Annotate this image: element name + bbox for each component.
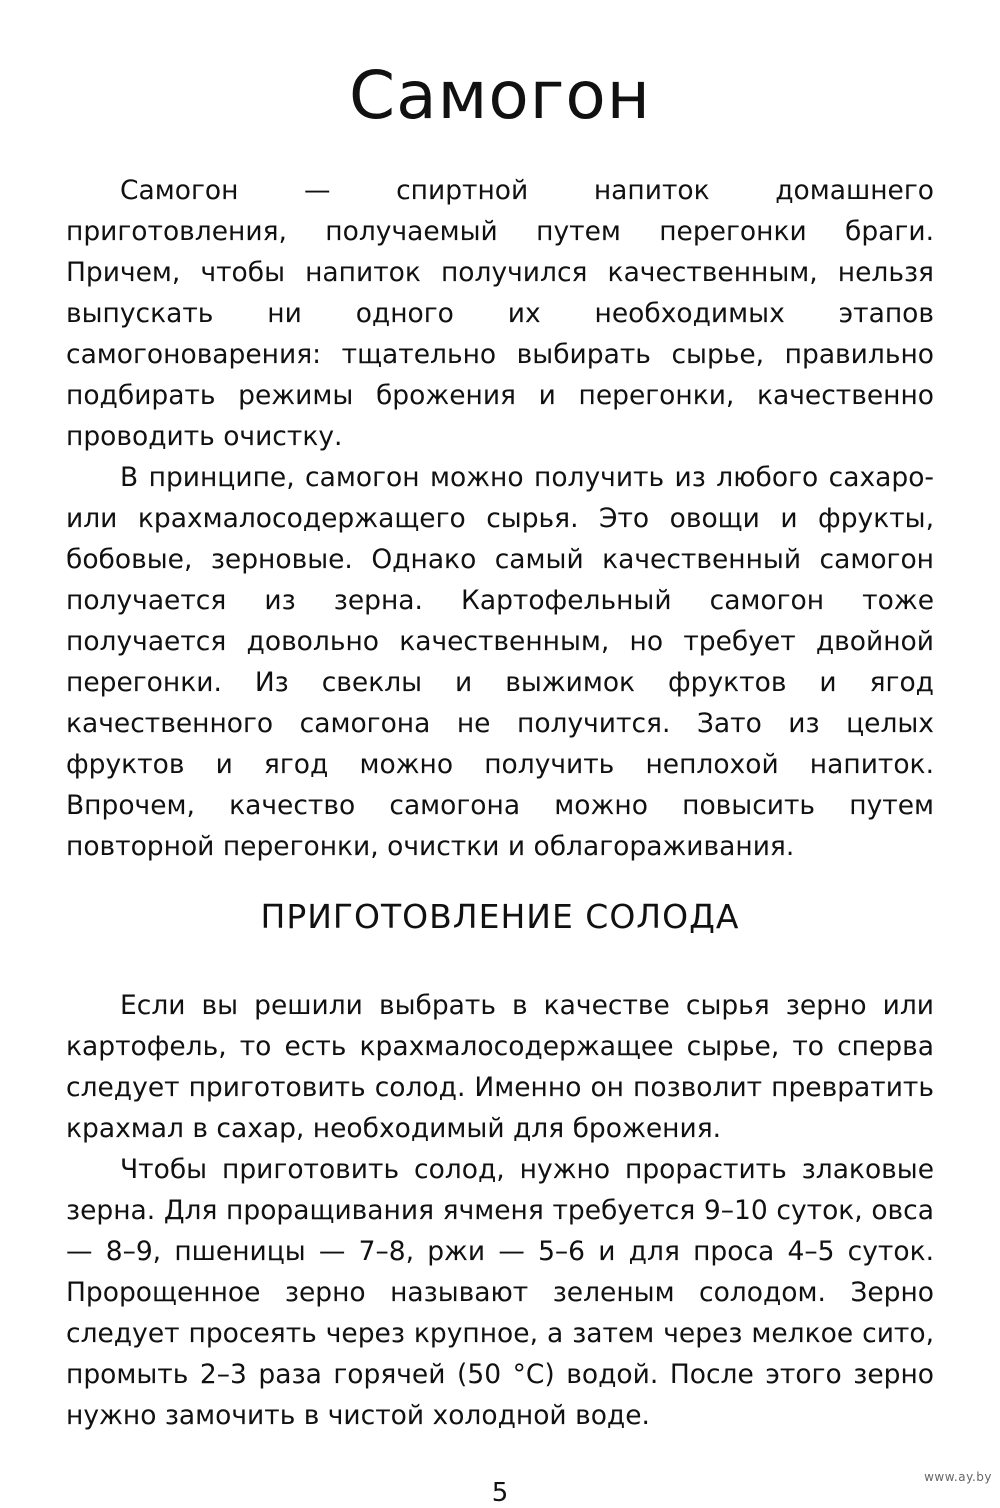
paragraph: Если вы решили выбрать в качестве сырья зерно или картофель, то есть крахмалосодержащее сырье, то сперва следует приготовить солод. Именно он позволит превратить крахмал в сахар, необходимый для брожения. <box>66 990 934 1144</box>
paragraph: В принципе, самогон можно получить из любого сахаро- или крахмалосодержащего сырья. Это овощи и фрукты, бобовые, зерновые. Однако самый качественный самогон получается из зерна. Картофельный самогон тоже получается довольно качественным, но требует двойной перегонки. Из свеклы и выжимок фруктов и ягод качественного самогона не получится. Зато из целых фруктов и ягод можно получить неплохой напиток. Впрочем, качество самогона можно повысить путем повторной перегонки, очистки и облагораживания. <box>66 462 934 862</box>
section-heading: ПРИГОТОВЛЕНИЕ СОЛОДА <box>260 897 740 936</box>
page-number: 5 <box>491 1478 509 1508</box>
watermark: www.ay.by <box>924 1470 992 1484</box>
section-text <box>66 985 934 1436</box>
page-title: Самогон <box>349 57 651 134</box>
book-page <box>66 0 934 1508</box>
intro-text <box>66 170 934 867</box>
paragraph: Самогон — спиртной напиток домашнего приготовления, получаемый путем перегонки браги. Причем, чтобы напиток получился качественным, нельзя выпускать ни одного их необходимых этапов самогоноварения: тщательно выбирать сырье, правильно подбирать режимы брожения и перегонки, качественно проводить очистку. <box>66 175 934 452</box>
paragraph: Чтобы приготовить солод, нужно прорастить злаковые зерна. Для проращивания ячменя требуется 9–10 суток, овса — 8–9, пшеницы — 7–8, ржи — 5–6 и для проса 4–5 суток. Пророщенное зерно называют зеленым солодом. Зерно следует просеять через крупное, а затем через мелкое сито, промыть 2–3 раза горячей (50 °С) водой. После этого зерно нужно замочить в чистой холодной воде. <box>66 1154 934 1431</box>
